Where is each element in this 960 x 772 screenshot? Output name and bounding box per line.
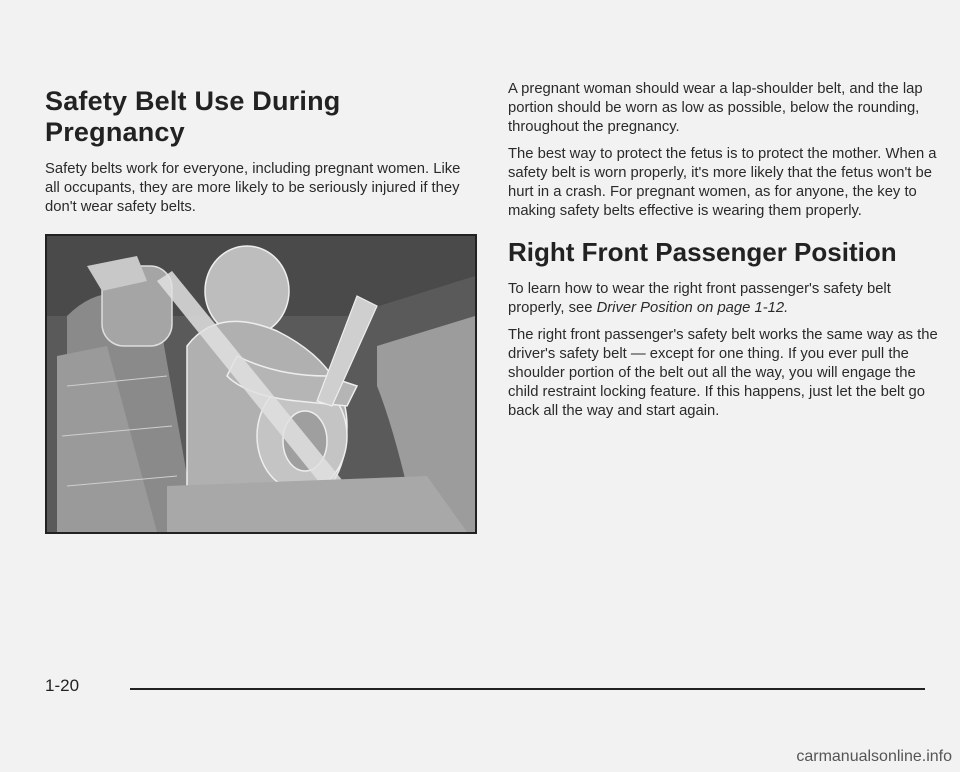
passenger-belt-paragraph: The right front passenger's safety belt works the same way as the driver's safety belt — except for one thing. If you ever pull the shoulder portion of the belt out all the way, you will engage the child restraint locking feature. If this happens, just let the belt go back all the way and start again.: [508, 327, 938, 419]
pregnant-woman-seatbelt-illustration: [45, 234, 477, 534]
footer-divider: [130, 688, 925, 690]
driver-position-link[interactable]: Driver Position on page 1-12.: [596, 300, 789, 316]
section-heading-right-front-passenger: Right Front Passenger Position: [508, 237, 897, 267]
illustration-drawing: [47, 236, 475, 532]
lap-belt-paragraph: A pregnant woman should wear a lap-shoulder belt, and the lap portion should be worn as low as possible, below the rounding, throughout the pregnancy.: [508, 81, 923, 135]
page-number: 1-20: [45, 676, 80, 695]
passenger-reference-text: To learn how to wear the right front passenger's safety belt properly, see: [508, 281, 891, 316]
watermark: carmanualsonline.info: [796, 748, 952, 765]
passenger-reference-paragraph: [508, 280, 938, 318]
pregnancy-intro-paragraph: Safety belts work for everyone, including pregnant women. Like all occupants, they are more likely to be seriously injured if they don't wear safety belts.: [45, 161, 461, 215]
left-column: [45, 86, 475, 225]
protect-fetus-paragraph: The best way to protect the fetus is to protect the mother. When a safety belt is worn properly, it's more likely that the fetus won't be hurt in a crash. For pregnant women, as for anyone, the key to making safety belts effective is wearing them properly.: [508, 146, 937, 219]
right-column: [508, 80, 938, 429]
section-heading-pregnancy: Safety Belt Use During Pregnancy: [45, 86, 341, 147]
